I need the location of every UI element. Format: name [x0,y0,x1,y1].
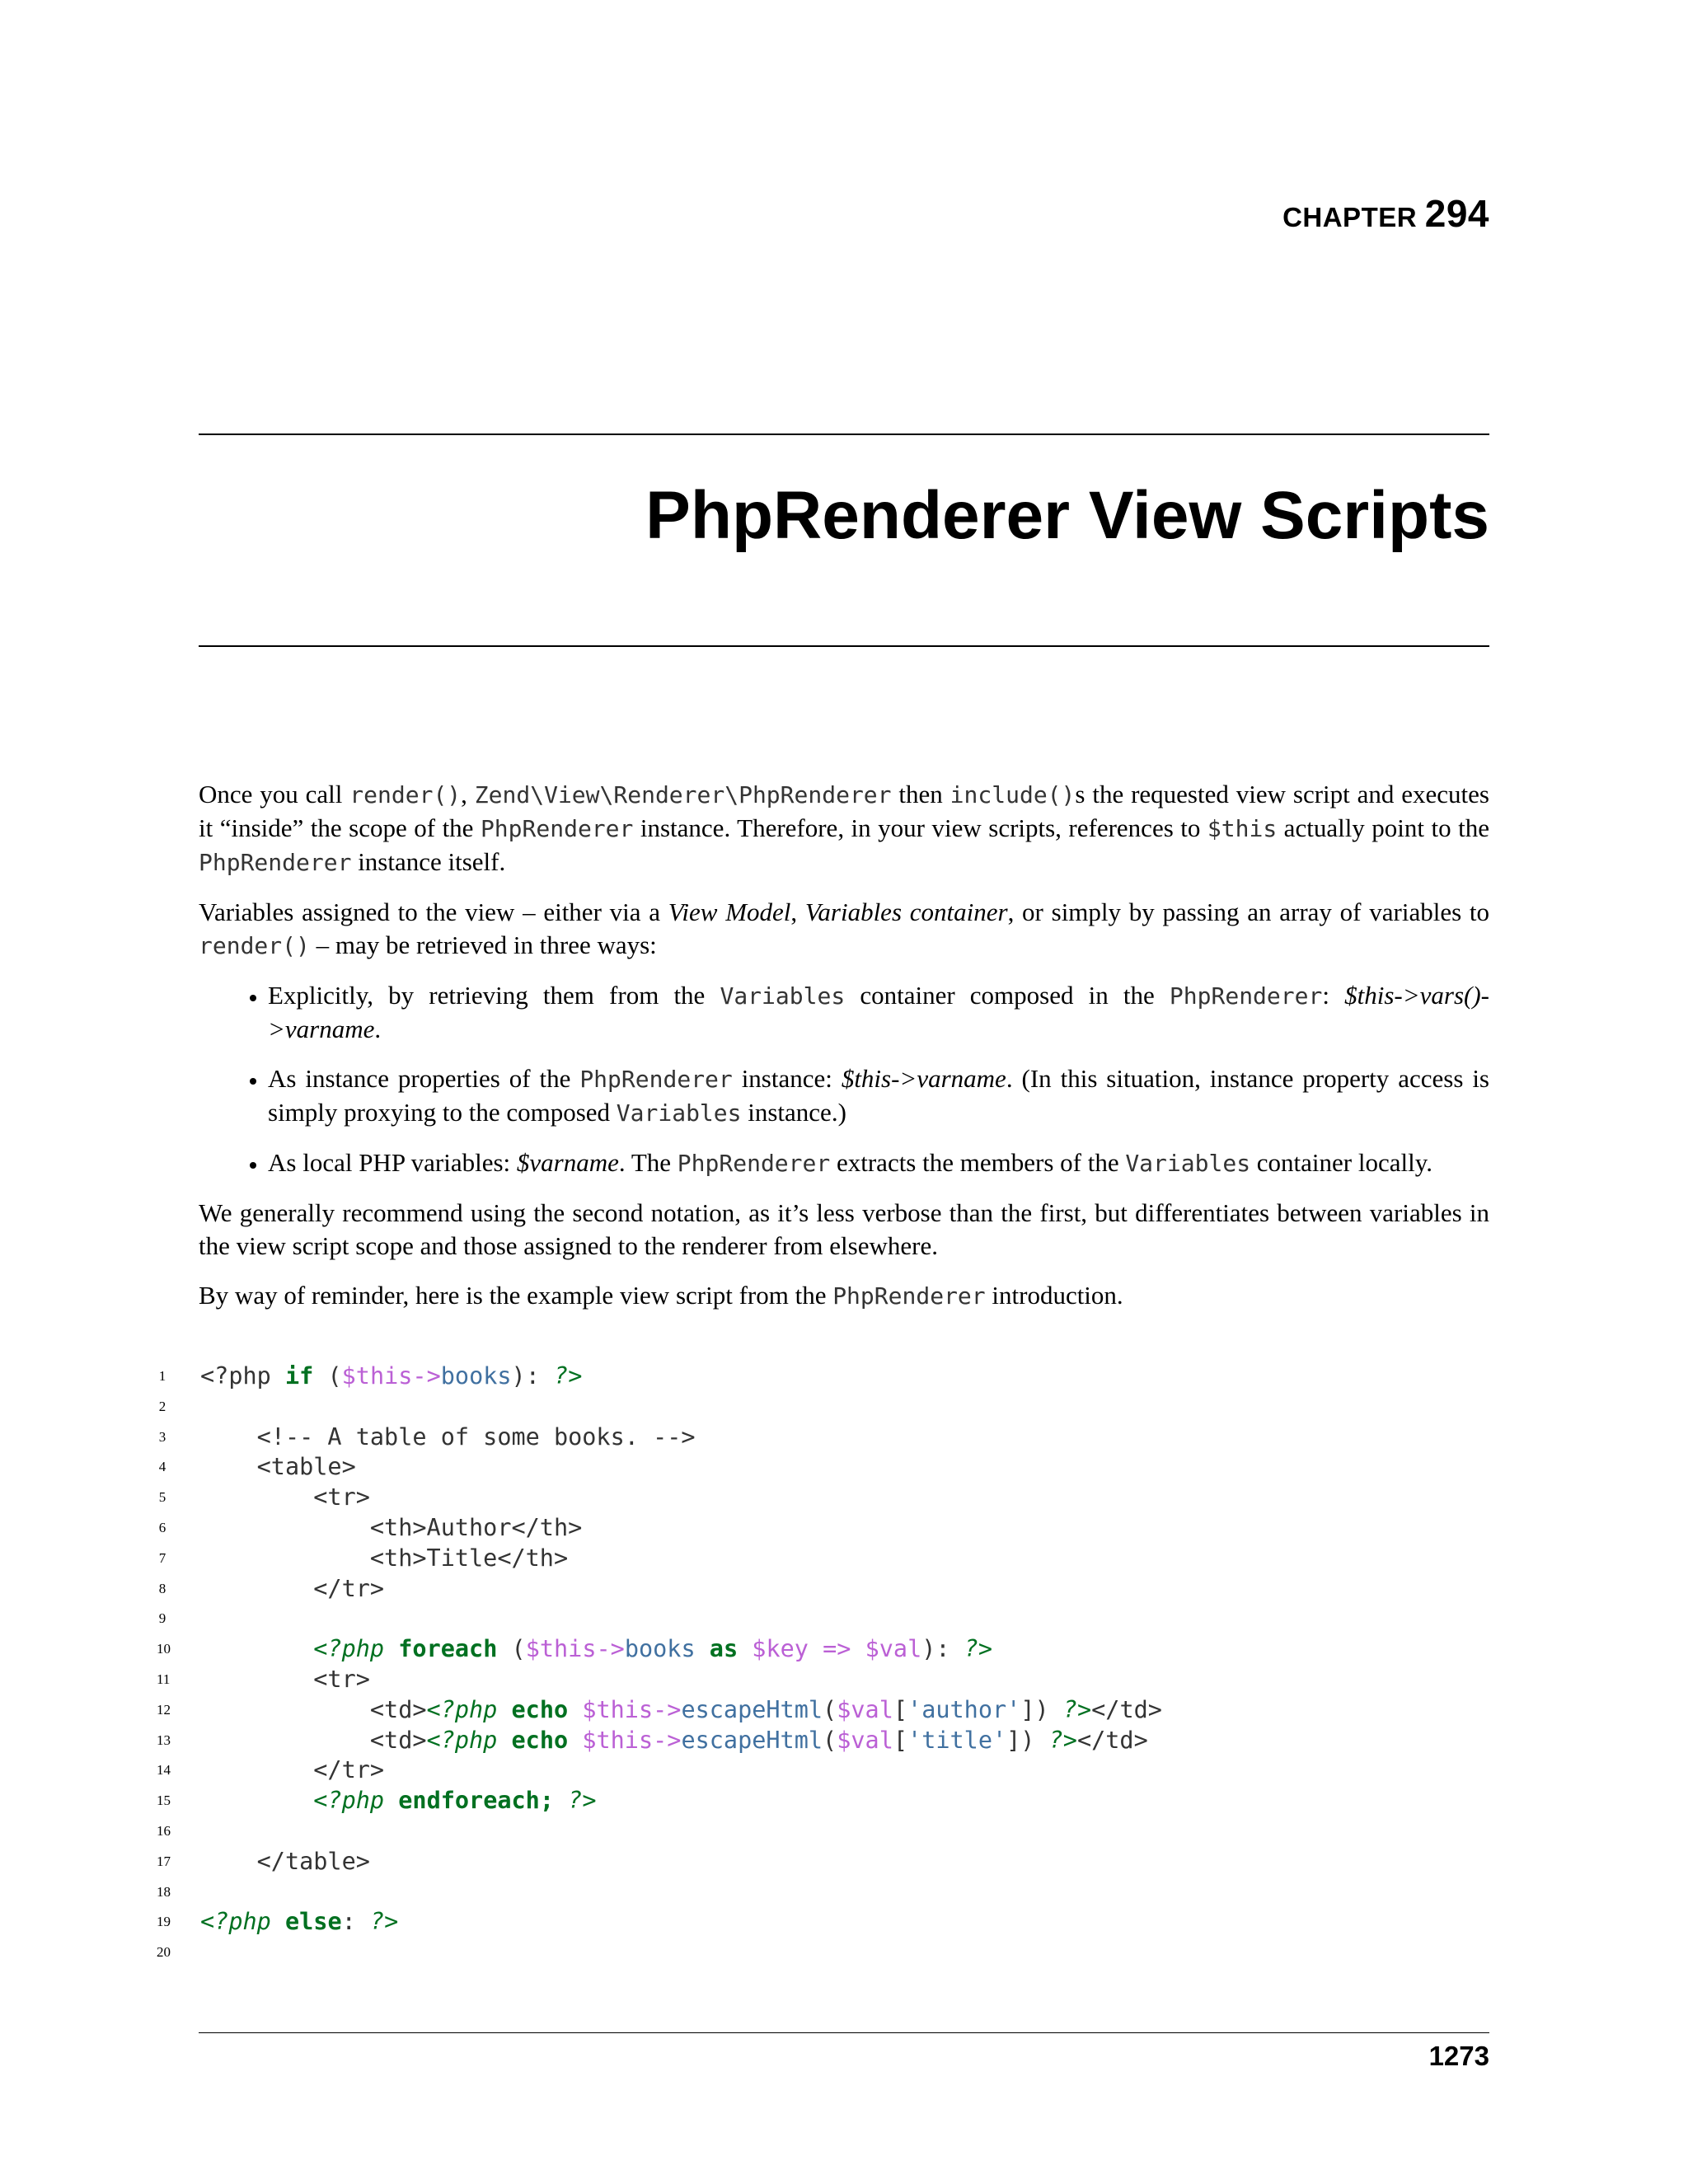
code-text: <th>Title</th> [200,1544,569,1572]
line-number: 18 [157,1883,171,1900]
retrieval-methods-list [199,979,1489,1180]
inline-code: Zend\View\Renderer\PhpRenderer [474,781,892,808]
variables-paragraph: Variables assigned to the view – either via a View Model, Variables container, or simply by passing an array of variables to render() – may be retrieved in three ways: [199,898,1489,959]
recommendation-paragraph: We generally recommend using the second notation, as it’s less verbose than the first, but differentiates between variables in the view script scope and those assigned to the renderer from elsewhere. [199,1198,1489,1260]
line-number: 6 [158,1519,166,1535]
title-rule-top [199,434,1489,435]
line-number: 13 [157,1732,171,1748]
code-line [157,1665,1489,1695]
body-text [199,778,1489,1329]
line-number: 14 [157,1762,171,1779]
list-item: • As instance properties of the PhpRenderer instance: $this->varname. (In this situation, instance property access is simply proxying to the composed Variables instance.) [268,1062,1489,1130]
inline-code: PhpRenderer [832,1282,986,1310]
page-title: PhpRenderer View Scripts [645,478,1489,553]
inline-code: render() [349,781,462,808]
line-number: 2 [158,1398,166,1414]
line-number: 7 [158,1549,166,1566]
code-text: <?php if ($this->books): ?> [200,1362,583,1390]
code-line [157,1907,1489,1938]
code-text: <!-- A table of some books. --> [200,1422,696,1451]
list-item: • As local PHP variables: $varname. The PhpRenderer extracts the members of the Variables container locally. [268,1146,1489,1180]
code-line [157,1392,1489,1422]
chapter-heading [1282,191,1489,236]
code-line [157,1513,1489,1544]
code-text: <td><?php echo $this->escapeHtml($val['title']) ?></td> [200,1726,1148,1754]
line-number: 8 [158,1580,166,1596]
code-line [157,1695,1489,1726]
line-number: 20 [157,1944,171,1961]
code-line [157,1452,1489,1483]
line-number: 5 [158,1489,166,1506]
code-line [157,1877,1489,1908]
inline-code: render() [199,932,310,959]
inline-code: PhpRenderer [480,815,634,842]
line-number: 3 [158,1428,166,1445]
list-item: • Explicitly, by retrieving them from the Variables container composed in the PhpRenderer: $this->vars()->varname. [268,979,1489,1046]
line-number: 4 [158,1459,166,1475]
inline-code: PhpRenderer [199,849,352,876]
code-line [157,1574,1489,1605]
code-line [157,1604,1489,1634]
code-line [157,1938,1489,1968]
code-text: <table> [200,1453,356,1481]
line-number: 9 [158,1610,166,1627]
title-rule-bottom [199,645,1489,647]
code-line [157,1816,1489,1847]
line-number: 11 [157,1671,171,1687]
intro-paragraph: Once you call render(), Zend\View\Renderer\PhpRenderer then include()s the requested view script and executes it “inside” the scope of the PhpRenderer instance. Therefore, in your view scripts, references to $this actually point to the PhpRenderer instance itself. [199,780,1490,876]
code-text: </tr> [200,1756,385,1784]
line-number: 12 [157,1701,171,1718]
footer-rule [199,2032,1489,2033]
line-number: 1 [158,1368,166,1384]
chapter-label: CHAPTER [1282,202,1418,232]
line-number: 10 [157,1641,171,1657]
code-text: <?php endforeach; ?> [313,1787,597,1815]
code-block [157,1361,1489,1968]
code-line [157,1634,1489,1665]
code-text: </tr> [200,1574,385,1602]
line-number: 16 [157,1822,171,1839]
code-text: <tr> [200,1665,370,1693]
code-line [157,1847,1489,1877]
code-text: <tr> [200,1483,370,1511]
code-line [157,1755,1489,1786]
chapter-number: 294 [1424,192,1489,235]
code-text: <?php foreach ($this->books as $key => $val): ?> [313,1635,993,1663]
line-number: 19 [157,1914,171,1930]
code-text: <?php else: ?> [200,1908,399,1936]
code-text: <th>Author</th> [200,1513,583,1541]
code-line [157,1361,1489,1392]
code-text: <td><?php echo $this->escapeHtml($val['author']) ?></td> [200,1695,1162,1723]
code-line [157,1544,1489,1574]
reminder-paragraph: By way of reminder, here is the example view script from the PhpRenderer introduction. [199,1281,1123,1310]
inline-code: include() [950,781,1076,808]
line-number: 15 [157,1793,171,1809]
page-number: 1273 [1428,2041,1489,2071]
code-text: </table> [200,1847,370,1875]
code-line [157,1726,1489,1756]
code-line [157,1786,1489,1816]
code-line [157,1422,1489,1453]
line-number: 17 [157,1853,171,1869]
inline-code: $this [1207,815,1278,842]
code-line [157,1483,1489,1513]
